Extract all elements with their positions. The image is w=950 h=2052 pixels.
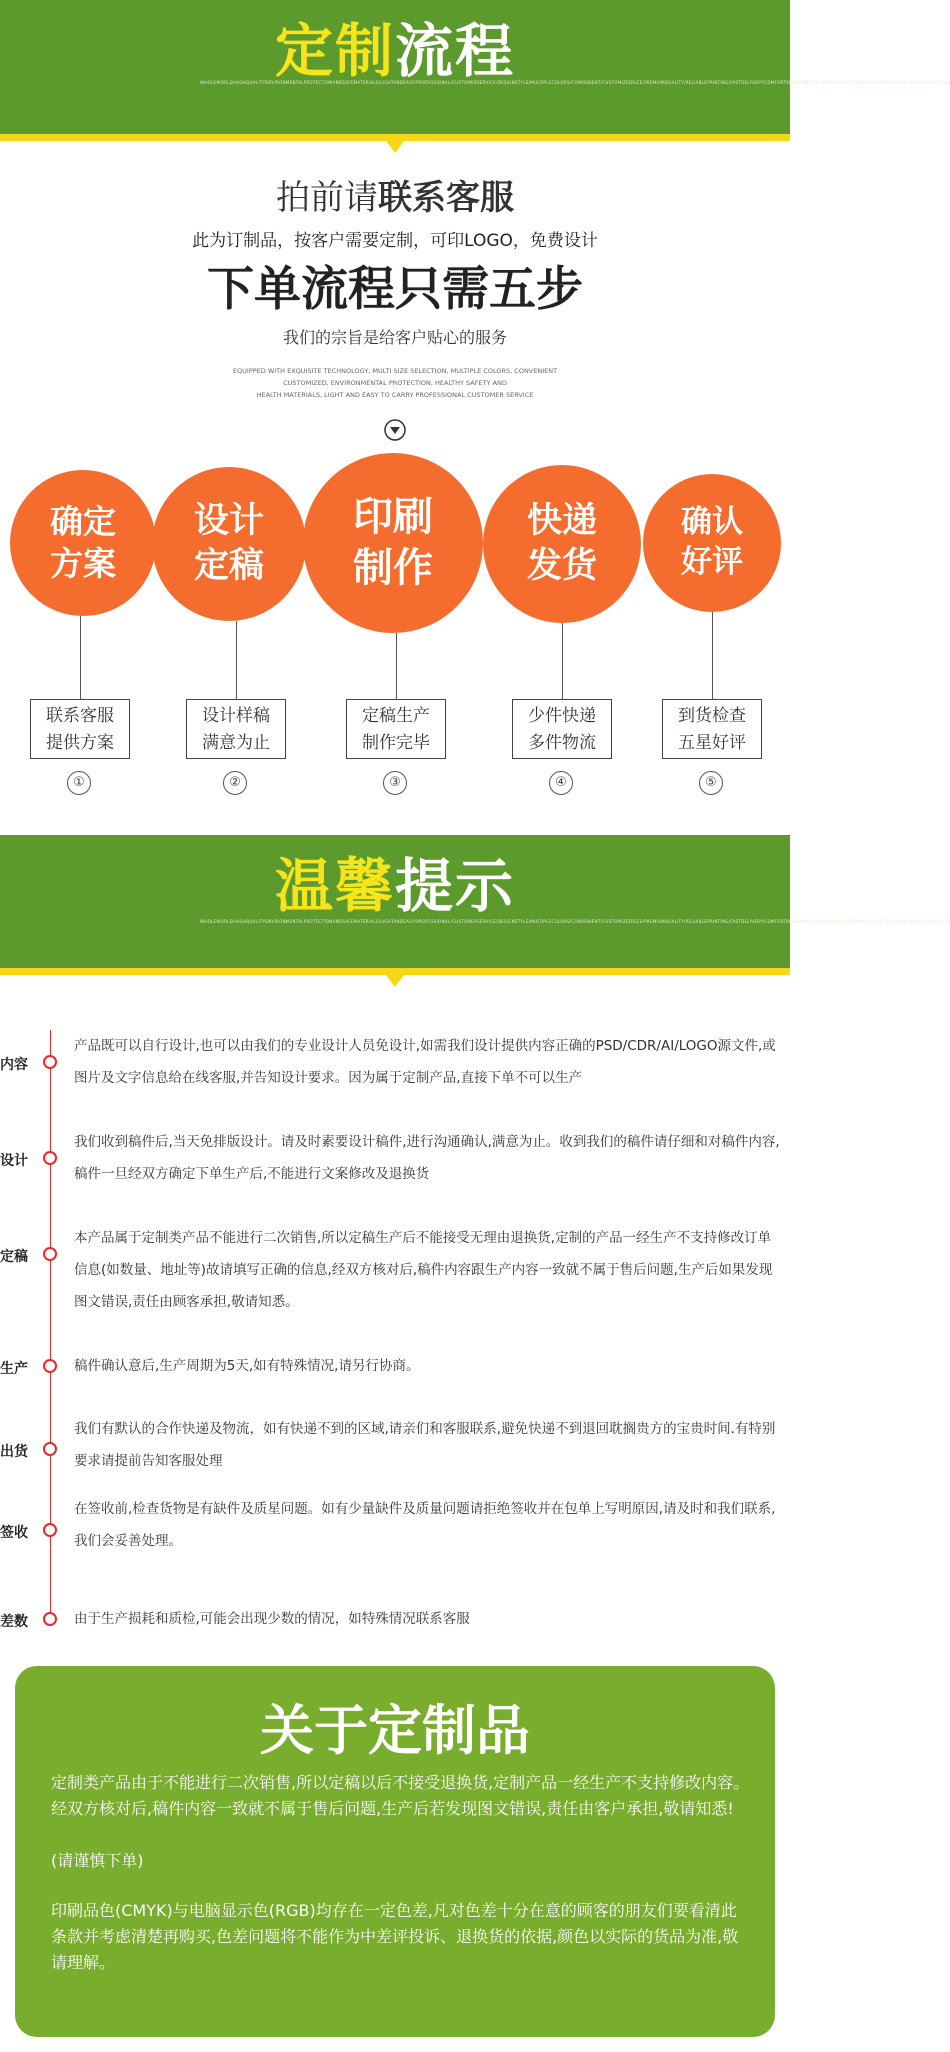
step-4-title-line2: 发货 — [526, 546, 597, 586]
process-banner — [0, 0, 950, 141]
tip-content-dot-icon — [43, 1055, 57, 1069]
step-5-circle — [643, 474, 781, 612]
step-2-box — [186, 699, 286, 759]
tips-banner-tiny-text: WHOLEWORLD/HIGHQUALITYENVIRONMENTALPROTECTIONANDSAFEMATERIALS/LIGHTANDEASY/PROFESSIONAL/CUSTOMERSERVICE/DESIGNSTYLE/MULTIPLECOLORS/CONVENIENT/CUSTOMIZEDSIZE/PREMIUMQUALITY/RELIABLEPRINTING/FASTDELIVERY/COMFORTABLEHANDFEEL/DURABLEMATERIALS/CAREFULPACKAGING/SATISFACTION — [200, 919, 950, 924]
tip-receipt-dot-icon — [43, 1523, 57, 1537]
step-3-number: ③ — [383, 771, 407, 795]
contact-line-bold: 联系客服 — [378, 178, 514, 218]
step-3-box-line1: 定稿生产 — [362, 706, 430, 726]
tip-design-text: 我们收到稿件后,当天免排版设计。请及时素要设计稿件,进行沟通确认,满意为止。收到我们的稿件请仔细和对稿件内容,稿件一旦经双方确定下单生产后,不能进行文案修改及退换货 — [74, 1134, 780, 1182]
step-2-box-line1: 设计样稿 — [202, 706, 270, 726]
step-1-title-line2: 方案 — [50, 544, 116, 583]
tip-receipt-text: 在签收前,检查货物是有缺件及质星问题。如有少量缺件及质量问题请拒绝签收并在包单上写明原因,请及时和我们联系,我们会妥善处理。 — [74, 1501, 776, 1549]
process-title-white: 流程 — [395, 17, 516, 85]
tip-shipping-label: 出货 — [0, 1444, 28, 1460]
tip-content-label: 内容 — [0, 1057, 28, 1073]
tip-final-dot-icon — [43, 1247, 57, 1261]
step-4-number: ④ — [549, 771, 573, 795]
tips-banner — [0, 835, 950, 975]
tip-shipping-dot-icon — [43, 1442, 57, 1456]
step-2-box-line2: 满意为止 — [202, 733, 270, 753]
english-desc-3: HEALTH MATERIALS, LIGHT AND EASY TO CARRY PROFESSIONAL CUSTOMER SERVICE — [256, 391, 534, 399]
process-title-yellow: 定制 — [274, 17, 395, 85]
tip-quantity-diff-text: 由于生产损耗和质检,可能会出现少数的情况，如特殊情况联系客服 — [74, 1611, 470, 1627]
english-desc-2: CUSTOMIZED, ENVIRONMENTAL PROTECTION, HEALTHY SAFETY AND — [283, 379, 507, 387]
about-custom-panel — [15, 1666, 775, 2037]
tip-final-label: 定稿 — [0, 1249, 28, 1265]
chevron-down-circle-icon — [384, 419, 406, 441]
step-2-title-line1: 设计 — [193, 501, 264, 542]
tip-content-text: 产品既可以自行设计,也可以由我们的专业设计人员免设计,如需我们设计提供内容正确的PSD/CDR/AI/LOGO源文件,或图片及文字信息给在线客服,并告知设计要求。因为属于定制产品,直接下单不可以生产 — [74, 1038, 776, 1086]
process-banner-notch-icon — [386, 141, 404, 153]
about-custom-title: 关于定制品 — [260, 1699, 530, 1762]
contact-line-light: 拍前请 — [276, 178, 378, 218]
step-1-circle — [10, 470, 156, 616]
step-4-box-line2: 多件物流 — [528, 733, 596, 753]
step-5-title-line2: 好评 — [681, 544, 743, 580]
tip-design-dot-icon — [43, 1151, 57, 1165]
step-3-box — [346, 699, 446, 759]
step-4-box-line1: 少件快递 — [528, 706, 596, 726]
step-3-connector — [396, 633, 397, 699]
tips-banner-notch-icon — [386, 975, 404, 987]
step-4-title-line1: 快递 — [526, 501, 597, 542]
step-4-box — [512, 699, 612, 759]
step-4-circle — [483, 465, 641, 623]
tip-receipt-label: 签收 — [0, 1525, 28, 1541]
tips-title-white: 提示 — [395, 852, 516, 920]
step-5-box-line1: 到货检查 — [678, 706, 746, 726]
step-1-connector — [80, 616, 81, 699]
step-1-title-line1: 确定 — [50, 501, 116, 541]
step-4-connector — [562, 623, 563, 699]
step-5-box — [662, 699, 762, 759]
tip-quantity-diff-label: 差数 — [0, 1614, 28, 1630]
step-3-box-line2: 制作完毕 — [362, 733, 430, 753]
tip-production-dot-icon — [43, 1359, 57, 1373]
tip-final-text: 本产品属于定制类产品不能进行二次销售,所以定稿生产后不能接受无理由退换货,定制的产品一经生产不支持修改订单信息(如数量、地址等)故请填写正确的信息,经双方核对后,稿件内容跟生产内容一致就不属于售后问题,生产后如果发现图文错误,责任由顾客承担,敬请知悉。 — [74, 1230, 773, 1310]
five-steps-headline: 下单流程只需五步 — [207, 262, 583, 317]
about-custom-paragraph-1: 定制类产品由于不能进行二次销售,所以定稿以后不接受退换货,定制产品一经生产不支持修改内容。经双方核对后,稿件内容一致就不属于售后问题,生产后若发现图文错误,责任由客户承担,敬请知悉! — [51, 1773, 750, 1818]
step-3-title-line2: 制作 — [353, 545, 433, 591]
step-1-box — [30, 699, 130, 759]
step-3-circle — [303, 453, 483, 633]
step-2-title-line2: 定稿 — [193, 546, 264, 586]
tip-quantity-diff-dot-icon — [43, 1612, 57, 1626]
contact-line — [0, 178, 790, 218]
tip-design-label: 设计 — [0, 1153, 28, 1169]
step-5-title-line1: 确认 — [681, 504, 743, 541]
step-1-box-line2: 提供方案 — [46, 733, 114, 753]
about-custom-paragraph-2: 印刷品色(CMYK)与电脑显示色(RGB)均存在一定色差,凡对色差十分在意的顾客的朋友们要看清此条款并考虑清楚再购买,色差问题将不能作为中差评投诉、退换货的依据,颜色以实际的货品为准,敬请理解。 — [51, 1901, 739, 1972]
english-desc-1: EQUIPPED WITH EXQUISITE TECHNOLOGY, MULTI SIZE SELECTION, MULTIPLE COLORS, CONVENIENT — [232, 367, 558, 375]
step-5-number: ⑤ — [699, 771, 723, 795]
step-5-box-line2: 五星好评 — [678, 733, 746, 753]
about-custom-note: (请谨慎下单) — [51, 1851, 144, 1870]
step-5-connector — [712, 612, 713, 699]
step-1-number: ① — [67, 771, 91, 795]
tip-production-label: 生产 — [0, 1361, 28, 1377]
process-banner-tiny-text: WHOLEWORLD/HIGHQUALITYENVIRONMENTALPROTECTIONANDSAFEMATERIALS/LIGHTANDEASY/PROFESSIONAL/CUSTOMERSERVICE/DESIGNSTYLE/MULTIPLECOLORS/CONVENIENT/CUSTOMIZEDSIZE/PREMIUMQUALITY/RELIABLEPRINTING/FASTDELIVERY/COMFORTABLEHANDFEEL/DURABLEMATERIALS/CAREFULPACKAGING/SATISFACTION — [200, 80, 950, 85]
tips-title — [0, 852, 790, 920]
tips-title-yellow: 温馨 — [274, 852, 395, 920]
custom-note: 此为订制品，按客户需要定制，可印LOGO，免费设计 — [192, 231, 598, 251]
step-1-box-line1: 联系客服 — [46, 706, 114, 726]
tip-production-text: 稿件确认意后,生产周期为5天,如有特殊情况,请另行协商。 — [74, 1358, 420, 1374]
step-2-circle — [152, 467, 306, 621]
step-2-connector — [236, 621, 237, 699]
service-motto: 我们的宗旨是给客户贴心的服务 — [282, 328, 507, 347]
step-3-title-line1: 印刷 — [353, 493, 433, 540]
step-2-number: ② — [223, 771, 247, 795]
tip-shipping-text: 我们有默认的合作快递及物流，如有快递不到的区域,请亲们和客服联系,避免快递不到退回耽搁贵方的宝贵时间.有特别要求请提前告知客服处理 — [74, 1421, 776, 1469]
